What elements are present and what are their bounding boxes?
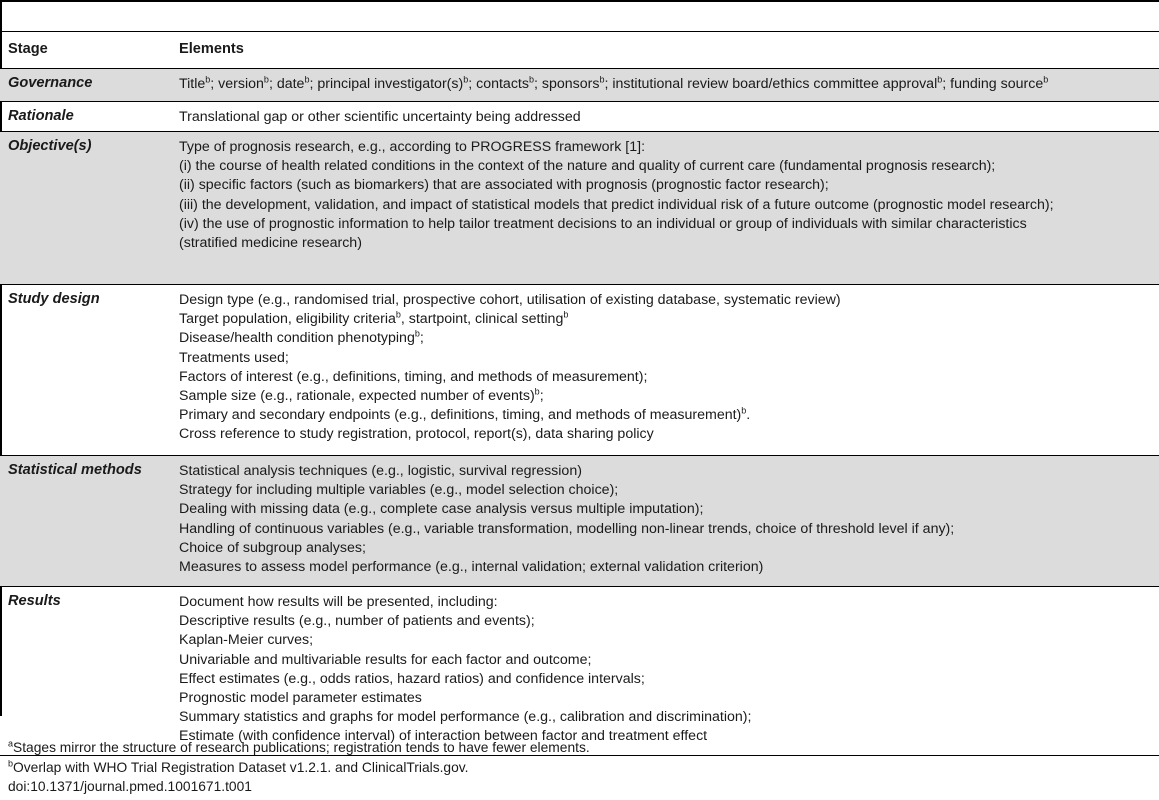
element-text: Cross reference to study registration, protocol, report(s), data sharing policy — [179, 426, 654, 443]
footnote-mark: b — [599, 74, 605, 85]
element-line — [179, 329, 1159, 348]
stage-cell: Study design — [8, 291, 100, 307]
element-text: . — [746, 407, 751, 424]
element-text: (i) the course of health related conditions in the context of the nature and quality of current care (fundamental prognosis research); — [179, 158, 996, 175]
footnote-mark: b — [528, 74, 534, 85]
element-text: Design type (e.g., randomised trial, prospective cohort, utilisation of existing database, systematic review) — [179, 292, 841, 308]
element-text: Document how results will be presented, including: — [179, 594, 498, 610]
footnote-mark: a — [8, 738, 14, 749]
element-text: (stratified medicine research) — [179, 235, 362, 252]
element-text: Estimate (with confidence interval) of interaction between factor and treatment effect — [179, 728, 708, 745]
table-header — [0, 32, 1159, 68]
element-line — [179, 520, 1159, 539]
table-row — [0, 69, 1159, 102]
footnote-mark: b — [263, 74, 269, 85]
element-line — [179, 215, 1159, 234]
elements-cell — [179, 285, 1159, 445]
header-stage: Stage — [8, 41, 48, 57]
footnote — [8, 738, 590, 758]
footnote-text: Stages mirror the structure of research publications; registration tends to have fewer elements. — [13, 740, 590, 755]
element-line — [179, 631, 1159, 650]
element-line — [179, 593, 1159, 612]
element-text: Primary and secondary endpoints (e.g., definitions, timing, and methods of measurement) — [179, 407, 742, 424]
footnote-mark: b — [414, 328, 420, 339]
elements-cell — [179, 132, 1159, 253]
stage-cell: Results — [8, 593, 61, 609]
element-line — [179, 425, 1159, 444]
element-line — [179, 500, 1159, 519]
element-line — [179, 387, 1159, 406]
element-line — [179, 138, 1159, 157]
element-text: Dealing with missing data (e.g., complete case analysis versus multiple imputation); — [179, 501, 704, 518]
footnote-text: doi:10.1371/journal.pmed.1001671.t001 — [8, 779, 252, 794]
footnote — [8, 758, 590, 778]
element-text: Prognostic model parameter estimates — [179, 690, 422, 707]
elements-cell — [179, 69, 1159, 94]
element-line — [179, 196, 1159, 215]
element-text: (iv) the use of prognostic information to help tailor treatment decisions to an individual or group of individuals with similar characteristics — [179, 215, 1027, 232]
element-text: Handling of continuous variables (e.g., variable transformation, modelling non-linear trends, choice of threshold level if any); — [179, 520, 955, 537]
element-text: ; version — [210, 76, 264, 92]
table-row — [0, 102, 1159, 132]
element-text: ; date — [268, 76, 305, 92]
element-line — [179, 291, 1159, 310]
element-text: ; — [539, 388, 544, 405]
element-text: (iii) the development, validation, and impact of statistical models that predict individual risk of a future outcome (prognostic model research); — [179, 196, 1054, 213]
element-text: ; contacts — [468, 76, 529, 92]
element-text: Kaplan-Meier curves; — [179, 632, 314, 649]
element-text: , startpoint, clinical setting — [400, 311, 564, 328]
elements-cell — [179, 102, 1159, 127]
element-line — [179, 558, 1159, 577]
element-text: ; funding source — [942, 76, 1044, 92]
element-text: Type of prognosis research, e.g., according to PROGRESS framework [1]: — [179, 139, 646, 155]
footnote-mark: b — [563, 309, 569, 320]
footnote-mark: b — [463, 74, 469, 85]
element-line — [179, 310, 1159, 329]
doi-line — [8, 777, 590, 797]
element-line — [179, 670, 1159, 689]
stage-cell: Governance — [8, 75, 93, 91]
table-body — [0, 69, 1159, 756]
element-text: Sample size (e.g., rationale, expected number of events) — [179, 388, 535, 405]
top-rule — [0, 0, 1159, 2]
element-line — [179, 406, 1159, 425]
element-text: Disease/health condition phenotyping — [179, 330, 415, 347]
stage-cell: Objective(s) — [8, 138, 92, 154]
element-text: Factors of interest (e.g., definitions, timing, and methods of measurement); — [179, 368, 648, 385]
element-text: Choice of subgroup analyses; — [179, 539, 366, 556]
footnote-mark: b — [8, 757, 14, 768]
element-text: Treatments used; — [179, 349, 289, 366]
element-text: Effect estimates (e.g., odds ratios, hazard ratios) and confidence intervals; — [179, 670, 645, 687]
element-line — [179, 539, 1159, 558]
element-line — [179, 157, 1159, 176]
table-row — [0, 587, 1159, 756]
footnote-mark: b — [937, 74, 943, 85]
footnote-mark: b — [534, 386, 540, 397]
element-text: Target population, eligibility criteria — [179, 311, 396, 328]
footnote-text: Overlap with WHO Trial Registration Dataset v1.2.1. and ClinicalTrials.gov. — [13, 759, 469, 775]
element-text: ; institutional review board/ethics committee approval — [604, 76, 938, 92]
element-text: Strategy for including multiple variables (e.g., model selection choice); — [179, 482, 619, 499]
element-text: Title — [179, 76, 206, 92]
footnote-mark: b — [395, 309, 401, 320]
element-text: Statistical analysis techniques (e.g., logistic, survival regression) — [179, 463, 582, 479]
element-line — [179, 368, 1159, 387]
element-text: Measures to assess model performance (e.g., internal validation; external validation criterion) — [179, 559, 764, 576]
element-line — [179, 108, 1159, 127]
footnote-mark: b — [304, 74, 310, 85]
element-text: ; sponsors — [533, 76, 600, 92]
element-line — [179, 708, 1159, 727]
elements-cell — [179, 587, 1159, 747]
element-text: ; principal investigator(s) — [309, 76, 464, 92]
element-line — [179, 234, 1159, 253]
element-line — [179, 651, 1159, 670]
element-text: (ii) specific factors (such as biomarkers) that are associated with prognosis (prognostic factor research); — [179, 177, 829, 194]
element-text: Translational gap or other scientific uncertainty being addressed — [179, 109, 581, 125]
table-footnotes — [8, 738, 590, 797]
element-text: ; — [419, 330, 424, 347]
header-elements: Elements — [179, 41, 244, 57]
element-line — [179, 75, 1159, 94]
footnote-mark: b — [1043, 74, 1049, 85]
element-line — [179, 462, 1159, 481]
element-line — [179, 481, 1159, 500]
element-line — [179, 176, 1159, 195]
element-text: Descriptive results (e.g., number of patients and events); — [179, 613, 535, 630]
footnote-mark: b — [741, 405, 747, 416]
element-line — [179, 612, 1159, 631]
elements-cell — [179, 456, 1159, 577]
table-row — [0, 285, 1159, 456]
footnote-mark: b — [205, 74, 211, 85]
element-line — [179, 349, 1159, 368]
stage-cell: Statistical methods — [8, 462, 142, 478]
table-row — [0, 132, 1159, 285]
table-row — [0, 456, 1159, 587]
element-text: Summary statistics and graphs for model performance (e.g., calibration and discrimination); — [179, 709, 752, 726]
element-text: Univariable and multivariable results for each factor and outcome; — [179, 651, 592, 668]
stage-cell: Rationale — [8, 108, 74, 124]
element-line — [179, 689, 1159, 708]
